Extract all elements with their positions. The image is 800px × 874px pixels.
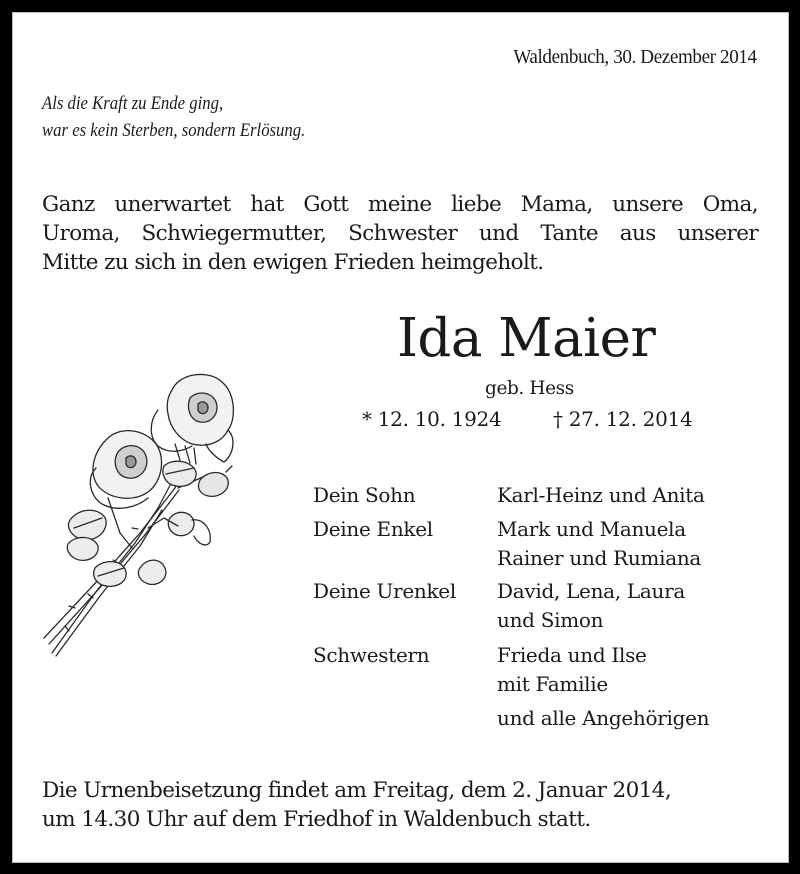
- mourner-names-great-grandchildren-1: David, Lena, Laura: [497, 579, 685, 603]
- intro-line-2: Uroma, Schwiegermutter, Schwester und Tante aus unserer: [42, 221, 758, 246]
- birth-date: * 12. 10. 1924: [362, 407, 502, 431]
- death-date: † 27. 12. 2014: [553, 407, 693, 431]
- mourner-names-great-grandchildren-2: und Simon: [497, 608, 604, 632]
- intro-line-3: Mitte zu sich in den ewigen Frieden heimgeholt.: [42, 250, 544, 275]
- place-and-date: Waldenbuch, 30. Dezember 2014: [513, 46, 757, 68]
- mourner-label-sisters: Schwestern: [313, 643, 430, 667]
- burial-notice-line-1: Die Urnenbeisetzung findet am Freitag, dem 2. Januar 2014,: [42, 778, 672, 803]
- quote-line-2: war es kein Sterben, sondern Erlösung.: [42, 120, 306, 141]
- intro-paragraph: [42, 190, 758, 277]
- mourner-names-grandchildren-2: Rainer und Rumiana: [497, 546, 702, 570]
- mourner-names-sisters-1: Frieda und Ilse: [497, 643, 647, 667]
- mourner-names-grandchildren-1: Mark und Manuela: [497, 517, 686, 541]
- intro-line-1: Ganz unerwartet hat Gott meine liebe Mama, unsere Oma,: [42, 192, 758, 217]
- mourner-names-sisters-2: mit Familie: [497, 672, 608, 696]
- burial-notice: [42, 776, 671, 834]
- mourner-label-great-grandchildren: Deine Urenkel: [313, 579, 456, 603]
- roses-illustration-icon: [40, 368, 240, 658]
- burial-notice-line-2: um 14.30 Uhr auf dem Friedhof in Waldenbuch statt.: [42, 807, 591, 832]
- maiden-name: geb. Hess: [485, 378, 574, 399]
- mourner-names-son: Karl-Heinz und Anita: [497, 483, 705, 507]
- mourner-label-son: Dein Sohn: [313, 483, 416, 507]
- deceased-name: Ida Maier: [397, 308, 656, 369]
- quote-line-1: Als die Kraft zu Ende ging,: [42, 93, 224, 114]
- mourner-names-all-relatives: und alle Angehörigen: [497, 706, 710, 730]
- mourner-label-grandchildren: Deine Enkel: [313, 517, 433, 541]
